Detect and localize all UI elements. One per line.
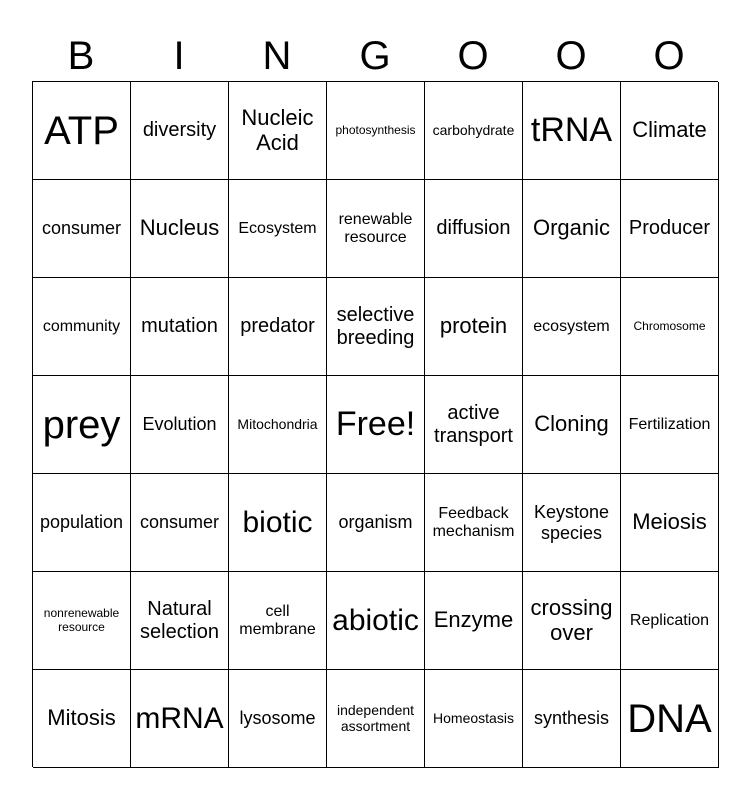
bingo-cell: Meiosis [621, 474, 719, 572]
bingo-cell: protein [425, 278, 523, 376]
bingo-cell: renewable resource [327, 180, 425, 278]
bingo-cell: Nucleic Acid [229, 82, 327, 180]
header-letter: N [262, 34, 292, 78]
bingo-cell: cell membrane [229, 572, 327, 670]
bingo-cell: Organic [523, 180, 621, 278]
bingo-cell: Feedback mechanism [425, 474, 523, 572]
bingo-cell: Cloning [523, 376, 621, 474]
bingo-cell: Evolution [131, 376, 229, 474]
bingo-cell: synthesis [523, 670, 621, 768]
header-letter: G [359, 34, 391, 78]
bingo-cell: crossing over [523, 572, 621, 670]
bingo-cell: Replication [621, 572, 719, 670]
header-letter: O [555, 34, 587, 78]
bingo-cell: population [33, 474, 131, 572]
header-letter: B [67, 34, 95, 78]
bingo-cell: Ecosystem [229, 180, 327, 278]
bingo-cell: community [33, 278, 131, 376]
bingo-cell: diversity [131, 82, 229, 180]
bingo-cell: Natural selection [131, 572, 229, 670]
bingo-cell: Nucleus [131, 180, 229, 278]
bingo-cell: independent assortment [327, 670, 425, 768]
bingo-cell: mutation [131, 278, 229, 376]
bingo-cell: Fertilization [621, 376, 719, 474]
bingo-cell: Homeostasis [425, 670, 523, 768]
bingo-cell: photosynthesis [327, 82, 425, 180]
bingo-grid [32, 81, 718, 767]
bingo-cell: Keystone species [523, 474, 621, 572]
bingo-cell: lysosome [229, 670, 327, 768]
bingo-cell: consumer [33, 180, 131, 278]
bingo-cell: ecosystem [523, 278, 621, 376]
bingo-cell: nonrenewable resource [33, 572, 131, 670]
bingo-cell: mRNA [131, 670, 229, 768]
bingo-cell: Mitochondria [229, 376, 327, 474]
bingo-cell: DNA [621, 670, 719, 768]
bingo-cell: Chromosome [621, 278, 719, 376]
bingo-cell: selective breeding [327, 278, 425, 376]
bingo-cell: organism [327, 474, 425, 572]
bingo-cell: tRNA [523, 82, 621, 180]
bingo-cell: Free! [327, 376, 425, 474]
bingo-cell: Enzyme [425, 572, 523, 670]
bingo-cell: diffusion [425, 180, 523, 278]
bingo-cell: ATP [33, 82, 131, 180]
header-letter: I [173, 34, 185, 78]
header-letter: O [457, 34, 489, 78]
bingo-cell: biotic [229, 474, 327, 572]
bingo-cell: consumer [131, 474, 229, 572]
bingo-cell: Producer [621, 180, 719, 278]
bingo-cell: predator [229, 278, 327, 376]
header-letter: O [653, 34, 685, 78]
bingo-cell: Climate [621, 82, 719, 180]
bingo-cell: Mitosis [33, 670, 131, 768]
bingo-cell: prey [33, 376, 131, 474]
bingo-cell: abiotic [327, 572, 425, 670]
bingo-cell: active transport [425, 376, 523, 474]
bingo-cell: carbohydrate [425, 82, 523, 180]
bingo-header [32, 30, 718, 82]
